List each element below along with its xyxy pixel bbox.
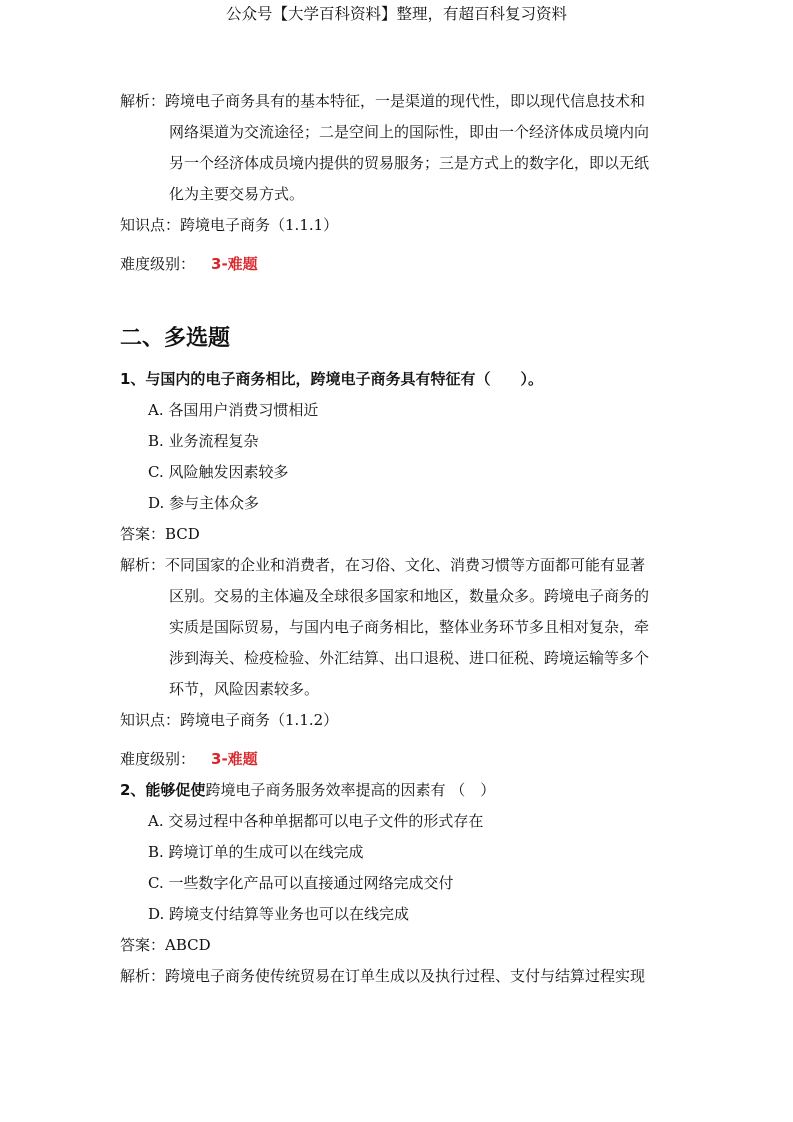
analysis-label: 解析：: [120, 92, 166, 110]
analysis-line: 另一个经济体成员境内提供的贸易服务；三是方式上的数字化，即以无纸: [169, 154, 650, 172]
difficulty-value: 3-难题: [211, 750, 258, 768]
analysis-paragraph: [120, 550, 680, 705]
question-title-bold: 2、能够促使: [120, 781, 206, 799]
analysis-line: 跨境电子商务使传统贸易在订单生成以及执行过程、支付与结算过程实现: [165, 967, 646, 985]
analysis-line: 化为主要交易方式。: [169, 185, 305, 203]
difficulty-label: 难度级别：: [120, 255, 196, 273]
option-a: A. 各国用户消费习惯相近: [148, 401, 319, 419]
analysis-line: 环节，风险因素较多。: [169, 680, 320, 698]
document-body: [120, 86, 680, 992]
analysis-paragraph: [120, 86, 680, 210]
analysis-line: 网络渠道为交流途径；二是空间上的国际性，即由一个经济体成员境内向: [169, 123, 650, 141]
analysis-label: 解析：: [120, 967, 166, 985]
difficulty-level: [120, 744, 680, 775]
analysis-line: 实质是国际贸易，与国内电子商务相比，整体业务环节多且相对复杂，牵: [169, 618, 650, 636]
knowledge-point: 知识点：跨境电子商务（1.1.2）: [120, 711, 339, 729]
option-c: C. 风险触发因素较多: [148, 463, 289, 481]
analysis-line: 涉到海关、检疫检验、外汇结算、出口退税、进口征税、跨境运输等多个: [169, 649, 650, 667]
analysis-line: 区别。交易的主体遍及全球很多国家和地区，数量众多。跨境电子商务的: [169, 587, 650, 605]
question-title: 1、与国内的电子商务相比，跨境电子商务具有特征有（ ）。: [120, 370, 543, 388]
answer: 答案：BCD: [120, 525, 200, 543]
answer: 答案：ABCD: [120, 936, 211, 954]
option-b: B. 跨境订单的生成可以在线完成: [148, 843, 364, 861]
knowledge-point: 知识点：跨境电子商务（1.1.1）: [120, 216, 339, 234]
option-b: B. 业务流程复杂: [148, 432, 259, 450]
question-title: [120, 775, 680, 806]
analysis-line: 不同国家的企业和消费者，在习俗、文化、消费习惯等方面都可能有显著: [165, 556, 646, 574]
option-a: A. 交易过程中各种单据都可以电子文件的形式存在: [148, 812, 484, 830]
difficulty-label: 难度级别：: [120, 750, 196, 768]
option-d: D. 参与主体众多: [148, 494, 260, 512]
difficulty-value: 3-难题: [211, 255, 258, 273]
page-header: 公众号【大学百科资料】整理，有超百科复习资料: [225, 5, 567, 23]
analysis-label: 解析：: [120, 556, 166, 574]
option-c: C. 一些数字化产品可以直接通过网络完成交付: [148, 874, 454, 892]
analysis-paragraph: [120, 961, 680, 992]
option-d: D. 跨境支付结算等业务也可以在线完成: [148, 905, 410, 923]
analysis-line: 跨境电子商务具有的基本特征，一是渠道的现代性，即以现代信息技术和: [165, 92, 646, 110]
question-title-rest: 跨境电子商务服务效率提高的因素有 （ ）: [205, 781, 496, 799]
section-title: 二、多选题: [120, 326, 231, 351]
difficulty-level: [120, 249, 680, 280]
